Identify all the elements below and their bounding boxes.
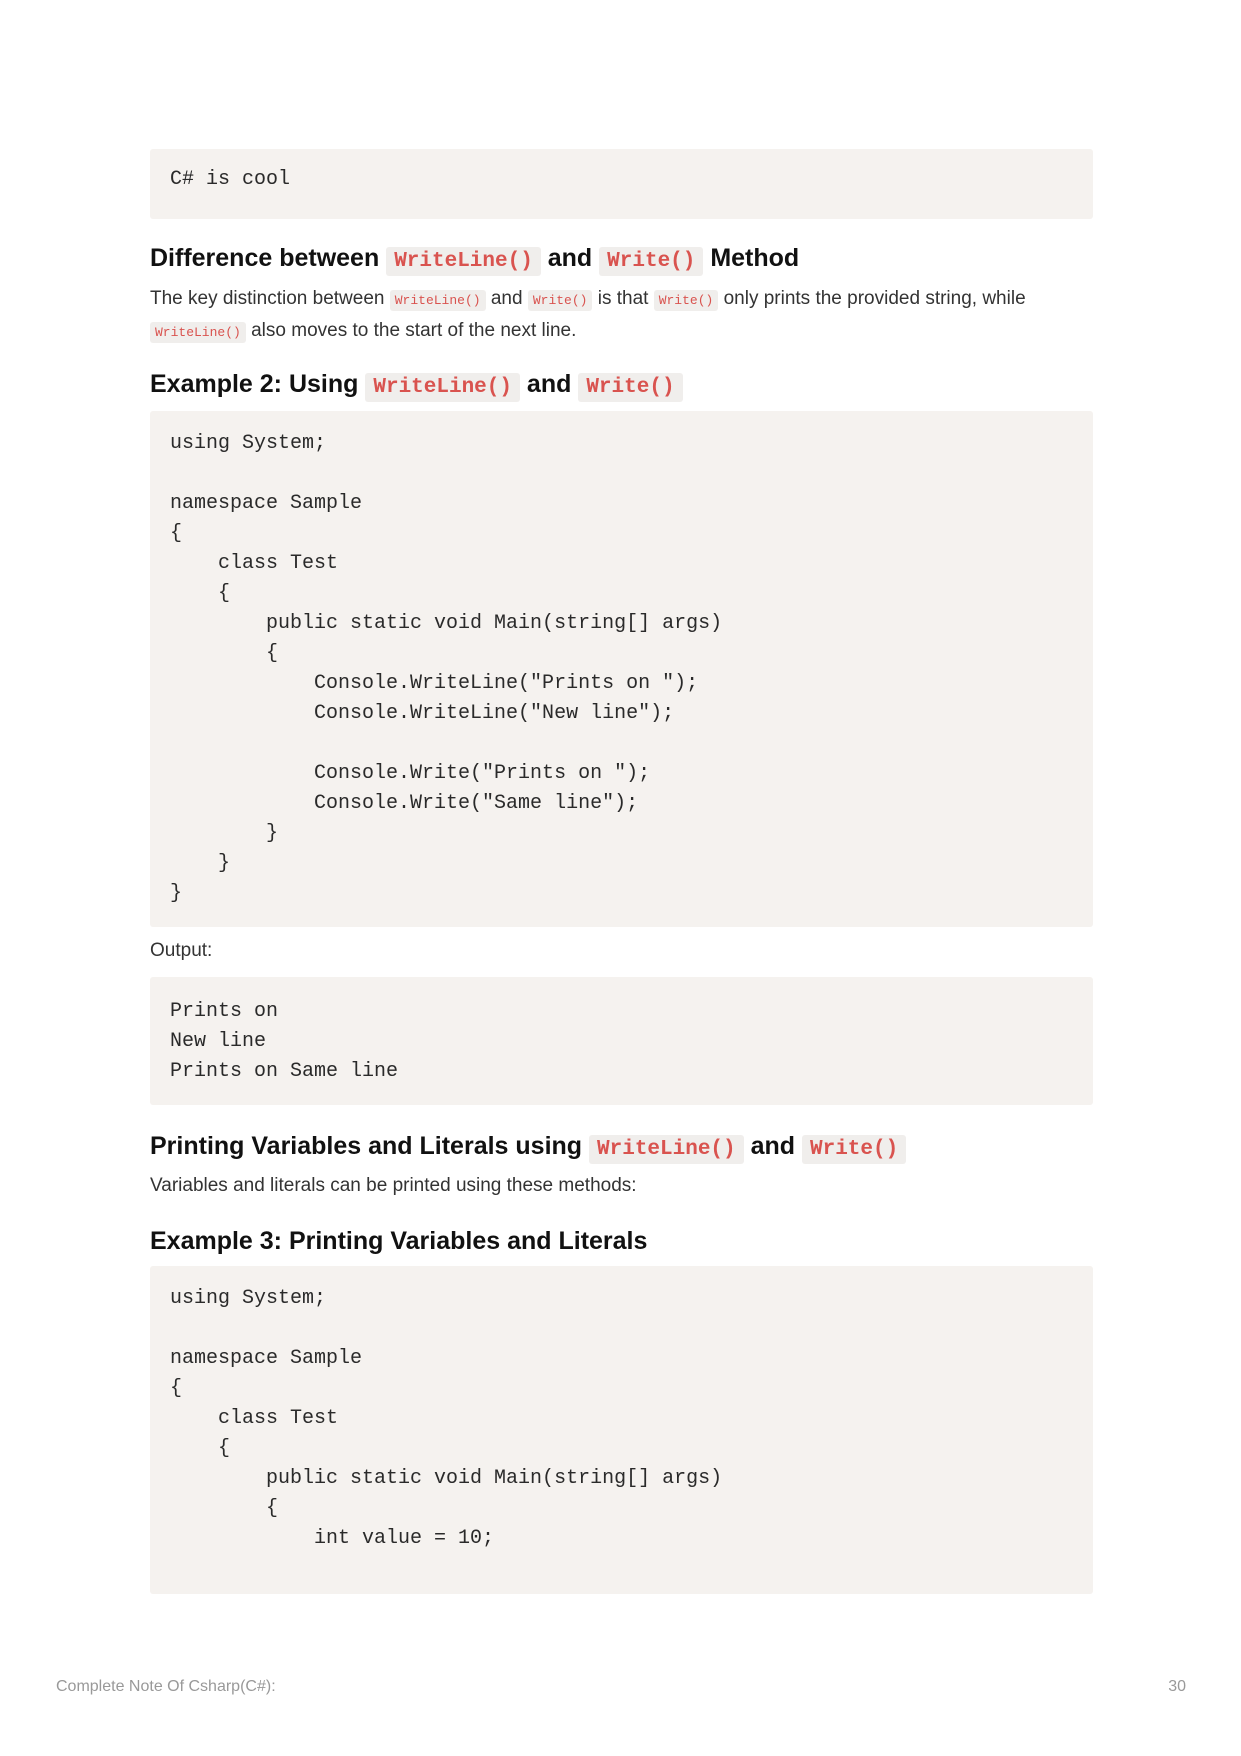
output-label: Output: bbox=[150, 940, 213, 961]
code-line: Prints on bbox=[170, 1000, 279, 1023]
inline-code: Write() bbox=[578, 373, 682, 402]
heading-difference: Difference between WriteLine() and Write() Method bbox=[150, 241, 799, 279]
inline-code: Write() bbox=[802, 1135, 906, 1164]
code-line: Console.WriteLine("Prints on "); bbox=[170, 672, 699, 695]
code-line: Prints on Same line bbox=[170, 1060, 399, 1083]
code-line: class Test bbox=[170, 1407, 339, 1430]
inline-code: WriteLine() bbox=[386, 247, 541, 276]
code-line: using System; bbox=[170, 1287, 327, 1310]
code-line: C# is cool bbox=[170, 168, 291, 191]
page-number: 30 bbox=[1168, 1678, 1186, 1695]
code-block-output-2 bbox=[150, 977, 1093, 1105]
code-line: int value = 10; bbox=[170, 1527, 495, 1550]
code-line: { bbox=[170, 1497, 279, 1520]
code-line: { bbox=[170, 642, 279, 665]
code-line bbox=[170, 459, 1073, 489]
code-line: } bbox=[170, 882, 183, 905]
heading-example-2: Example 2: Using WriteLine() and Write() bbox=[150, 367, 683, 405]
code-line bbox=[170, 729, 1073, 759]
inline-code: WriteLine() bbox=[589, 1135, 744, 1164]
code-block-example-3 bbox=[150, 1266, 1093, 1594]
footer-title: Complete Note Of Csharp(C#): bbox=[56, 1678, 276, 1695]
paragraph-distinction: The key distinction between WriteLine() and Write() is that Write() only prints the provided string, while WriteLine() also moves to the start of the next line. bbox=[150, 288, 1026, 341]
code-line: New line bbox=[170, 1030, 267, 1053]
inline-code: WriteLine() bbox=[365, 373, 520, 402]
code-line: Console.WriteLine("New line"); bbox=[170, 702, 675, 725]
code-line: Console.Write("Same line"); bbox=[170, 792, 639, 815]
code-line: namespace Sample bbox=[170, 1347, 363, 1370]
paragraph-variables: Variables and literals can be printed using these methods: bbox=[150, 1175, 637, 1196]
code-line: Console.Write("Prints on "); bbox=[170, 762, 651, 785]
code-line: { bbox=[170, 582, 231, 605]
code-line: { bbox=[170, 1437, 231, 1460]
code-line: public static void Main(string[] args) bbox=[170, 1467, 723, 1490]
code-line: } bbox=[170, 822, 279, 845]
code-line: } bbox=[170, 852, 231, 875]
code-line: namespace Sample bbox=[170, 492, 363, 515]
code-block-example-2 bbox=[150, 411, 1093, 927]
code-block-prev-output bbox=[150, 149, 1093, 219]
code-line bbox=[170, 1314, 1073, 1344]
code-line: public static void Main(string[] args) bbox=[170, 612, 723, 635]
heading-example-3: Example 3: Printing Variables and Literals bbox=[150, 1227, 648, 1255]
code-line: using System; bbox=[170, 432, 327, 455]
heading-printing-variables: Printing Variables and Literals using WriteLine() and Write() bbox=[150, 1129, 906, 1167]
inline-code: Write() bbox=[599, 247, 703, 276]
code-line: { bbox=[170, 522, 183, 545]
code-line: class Test bbox=[170, 552, 339, 575]
code-line: { bbox=[170, 1377, 183, 1400]
